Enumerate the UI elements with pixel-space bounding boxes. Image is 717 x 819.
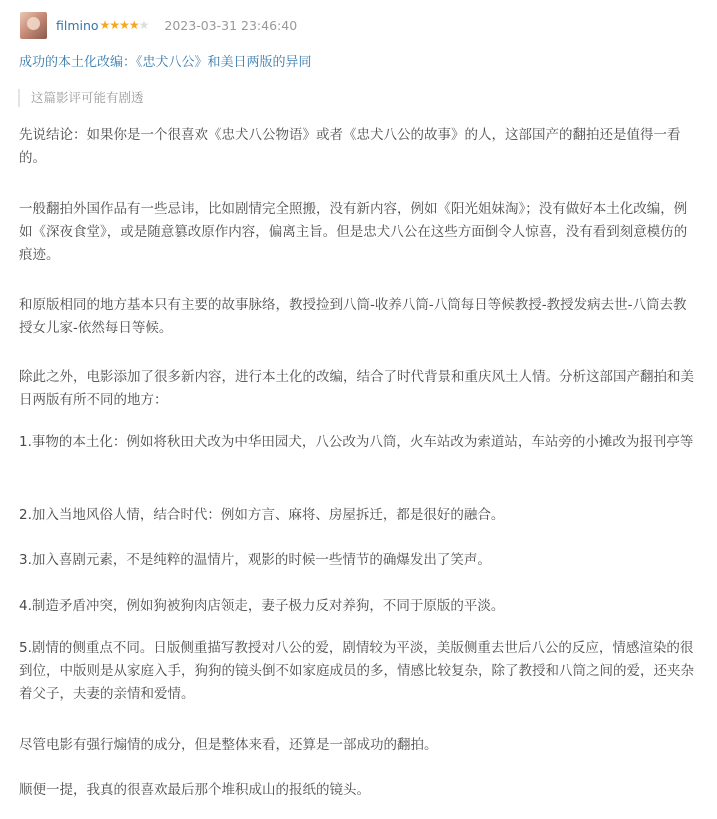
paragraph-10: 尽管电影有强行煽情的成分，但是整体来看，还算是一部成功的翻拍。 [19, 737, 438, 753]
paragraph-5: 1.事物的本土化：例如将秋田犬改为中华田园犬，八公改为八筒，火车站改为索道站，车站旁的小摊改为报刊亭等 [19, 434, 694, 450]
username-link[interactable]: filmino [56, 17, 99, 33]
paragraph-9: 5.剧情的侧重点不同。日版侧重描写教授对八公的爱，剧情较为平淡，美版侧重去世后八公的反应，情感渲染的很到位，中版则是从家庭入手，狗狗的镜头倒不如家庭成员的多，情感比较复杂，除了教授和八筒之间的爱，还夹杂着父子，夫妻的亲情和爱情。 [19, 640, 694, 702]
star-empty-icon: ★ [138, 18, 149, 32]
paragraph-1: 先说结论：如果你是一个很喜欢《忠犬八公物语》或者《忠犬八公的故事》的人，这部国产的翻拍还是值得一看的。 [19, 127, 681, 166]
star-filled-icon: ★ [109, 18, 120, 32]
review-header [20, 11, 297, 39]
star-filled-icon: ★ [128, 18, 139, 32]
paragraph-4: 除此之外，电影添加了很多新内容，进行本土化的改编，结合了时代背景和重庆风土人情。分析这部国产翻拍和美日两版有所不同的地方： [19, 369, 694, 408]
paragraph-8: 4.制造矛盾冲突，例如狗被狗肉店领走，妻子极力反对养狗，不同于原版的平淡。 [19, 598, 505, 614]
paragraph-2: 一般翻拍外国作品有一些忌讳，比如剧情完全照搬，没有新内容，例如《阳光姐妹淘》；没有做好本土化改编，例如《深夜食堂》，或是随意篡改原作内容，偏离主旨。但是忠犬八公在这些方面倒令人惊喜，没有看到刻意模仿的痕迹。 [19, 201, 688, 263]
spoiler-notice: 这篇影评可能有剧透 [18, 89, 144, 107]
paragraph-7: 3.加入喜剧元素，不是纯粹的温情片，观影的时候一些情节的确爆发出了笑声。 [19, 552, 491, 568]
rating-stars [100, 18, 149, 32]
paragraph-11: 顺便一提，我真的很喜欢最后那个堆积成山的报纸的镜头。 [19, 782, 370, 798]
review-title-link[interactable]: 成功的本土化改编：《忠犬八公》和美日两版的异同 [19, 55, 312, 70]
paragraph-3: 和原版相同的地方基本只有主要的故事脉络，教授捡到八筒-收养八筒-八筒每日等候教授-教授发病去世-八筒去教授女儿家-依然每日等候。 [19, 297, 687, 336]
star-filled-icon: ★ [119, 18, 129, 32]
star-filled-icon: ★ [99, 18, 110, 32]
paragraph-6: 2.加入当地风俗人情，结合时代：例如方言、麻将、房屋拆迁，都是很好的融合。 [19, 507, 505, 523]
avatar[interactable] [20, 12, 47, 39]
review-timestamp: 2023-03-31 23:46:40 [164, 17, 298, 33]
